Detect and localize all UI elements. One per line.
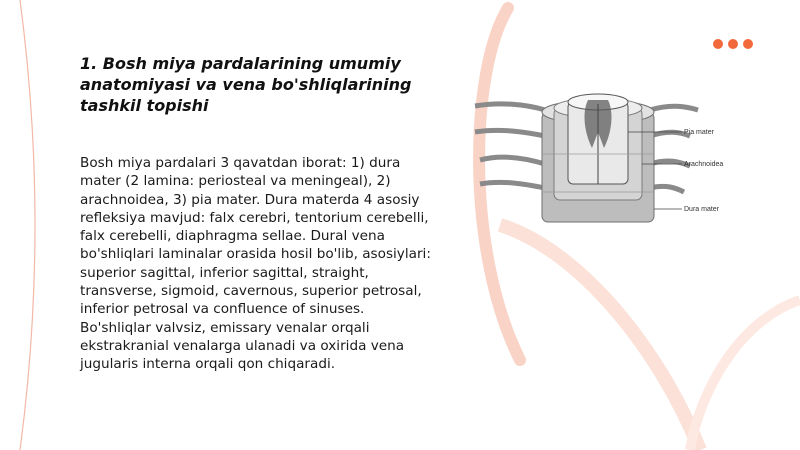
- three-dots-icon: [713, 39, 753, 49]
- dot: [728, 39, 738, 49]
- dot: [713, 39, 723, 49]
- slide-body-text: Bosh miya pardalari 3 qavatdan iborat: 1) dura mater (2 lamina: periosteal va meningeal), 2) arachnoidea, 3) pia mater. Dura materda 4 asosiy refleksiya mavjud: falx cerebri, tentorium cerebelli, falx cerebelli, diaphragma sellae. Dural vena bo'shliqlari laminalar orasida hosil bo'lib, asosiylari: superior sagittal, inferior sagittal, straight, transverse, sigmoid, cavernous, superior petrosal, inferior petrosal va confluence of sinuses. Bo'shliqlar valvsiz, emissary venalar orqali ekstrakranial venalarga ulanadi va oxirida vena jugularis interna orqali qon chiqaradi.: [80, 155, 431, 373]
- meninges-illustration: [475, 94, 698, 222]
- left-thin-arc: [20, 0, 35, 450]
- dura-mater-label: Dura mater: [684, 206, 720, 213]
- right-arc: [690, 300, 800, 450]
- lower-arc: [500, 225, 700, 450]
- slide-title: 1. Bosh miya pardalarining umumiy anatomiyasi va vena bo'shliqlarining tashkil topishi: [80, 54, 412, 115]
- meninges-diagram: [470, 92, 730, 227]
- pia-mater-label: Pia mater: [684, 129, 714, 136]
- dot: [743, 39, 753, 49]
- arachnoid-label: Arachnoidea: [684, 161, 724, 168]
